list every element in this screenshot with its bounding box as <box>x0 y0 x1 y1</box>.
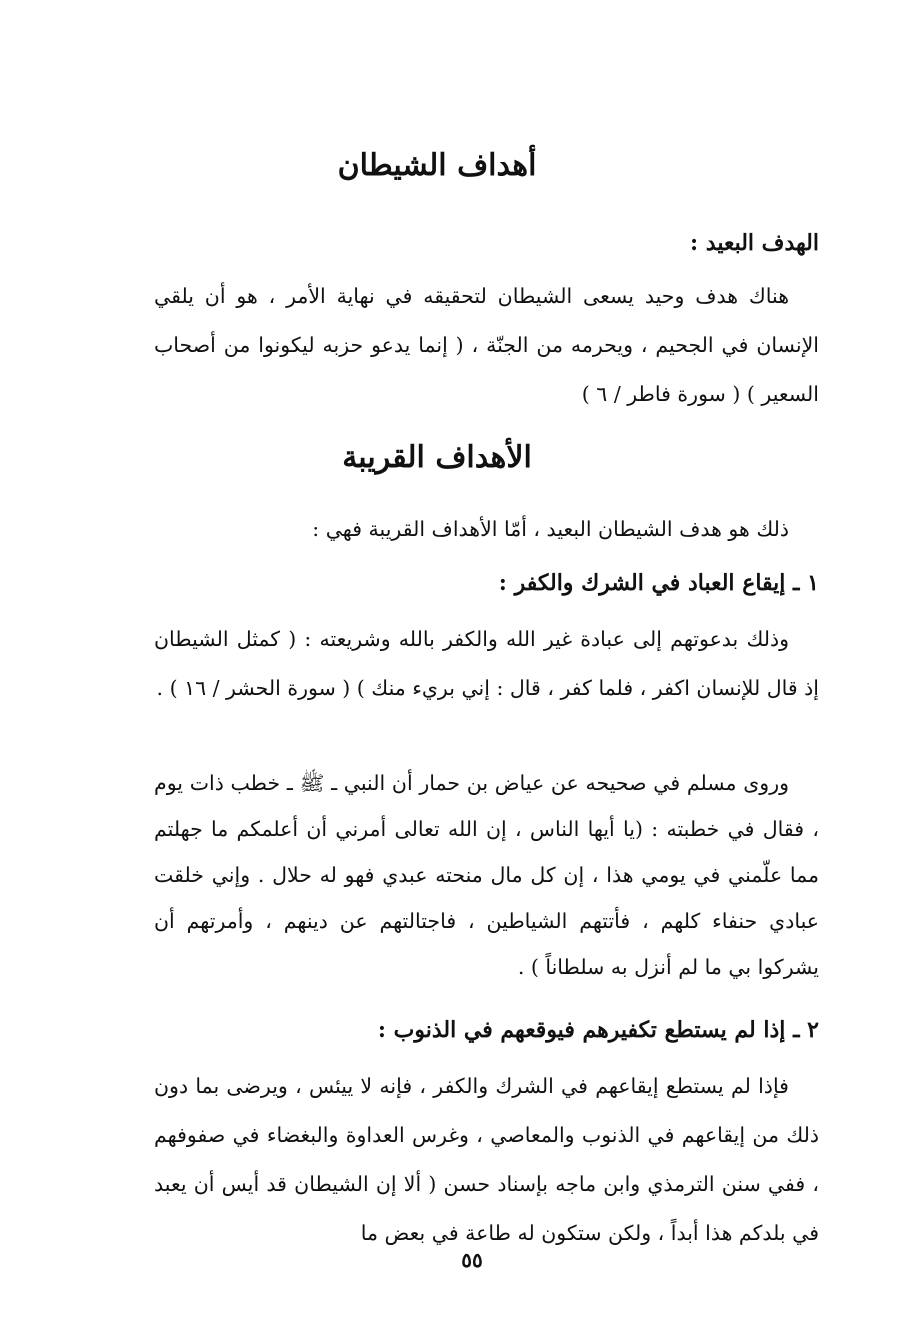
page-number: ٥٥ <box>461 1248 483 1272</box>
paragraph-item-2 <box>154 1062 819 1258</box>
section-title-near-goals: الأهداف القريبة <box>342 440 532 475</box>
paragraph-far-goal <box>154 272 819 419</box>
paragraph-hadith-text: وروى مسلم في صحيحه عن عياض بن حمار أن النبي ـ ﷺ ـ خطب ذات يوم ، فقال في خطبته : (يا أيها الناس ، إن الله تعالى أمرني أن أعلمكم ما جهلتم مما علّمني في يومي هذا ، إن كل مال منحته عبدي فهو له حلال . وإني خلقت عبادي حنفاء كلهم ، فأتتهم الشياطين ، فاجتالتهم عن دينهم ، وأمرتهم أن يشركوا بي ما لم أنزل به سلطاناً ) . <box>154 771 819 979</box>
paragraph-intro <box>154 505 819 554</box>
paragraph-intro-text: ذلك هو هدف الشيطان البعيد ، أمّا الأهداف القريبة فهي : <box>312 517 789 541</box>
item-2-heading: ٢ ـ إذا لم يستطع تكفيرهم فيوقعهم في الذنوب : <box>377 1017 819 1043</box>
chapter-title: أهداف الشيطان <box>337 148 537 183</box>
paragraph-far-goal-text: هناك هدف وحيد يسعى الشيطان لتحقيقه في نهاية الأمر ، هو أن يلقي الإنسان في الجحيم ، ويحرمه من الجنّة ، ( إنما يدعو حزبه ليكونوا من أصحاب السعير ) ( سورة فاطر / ٦ ) <box>154 284 819 406</box>
paragraph-item-1 <box>154 615 819 713</box>
item-1-heading: ١ ـ إيقاع العباد في الشرك والكفر : <box>498 570 819 596</box>
paragraph-item-1-text: وذلك بدعوتهم إلى عبادة غير الله والكفر بالله وشريعته : ( كمثل الشيطان إذ قال للإنسان اكفر ، فلما كفر ، قال : إني بريء منك ) ( سورة الحشر / ١٦ ) . <box>154 627 819 700</box>
paragraph-item-2-text: فإذا لم يستطع إيقاعهم في الشرك والكفر ، فإنه لا ييئس ، ويرضى بما دون ذلك من إيقاعهم في الذنوب والمعاصي ، وغرس العداوة والبغضاء في صفوفهم ، ففي سنن الترمذي وابن ماجه بإسناد حسن ( ألا إن الشيطان قد أيس أن يعبد في بلدكم هذا أبداً ، ولكن ستكون له طاعة في بعض ما <box>154 1074 819 1245</box>
paragraph-hadith <box>154 760 819 990</box>
section-heading-far-goal: الهدف البعيد : <box>689 230 819 256</box>
